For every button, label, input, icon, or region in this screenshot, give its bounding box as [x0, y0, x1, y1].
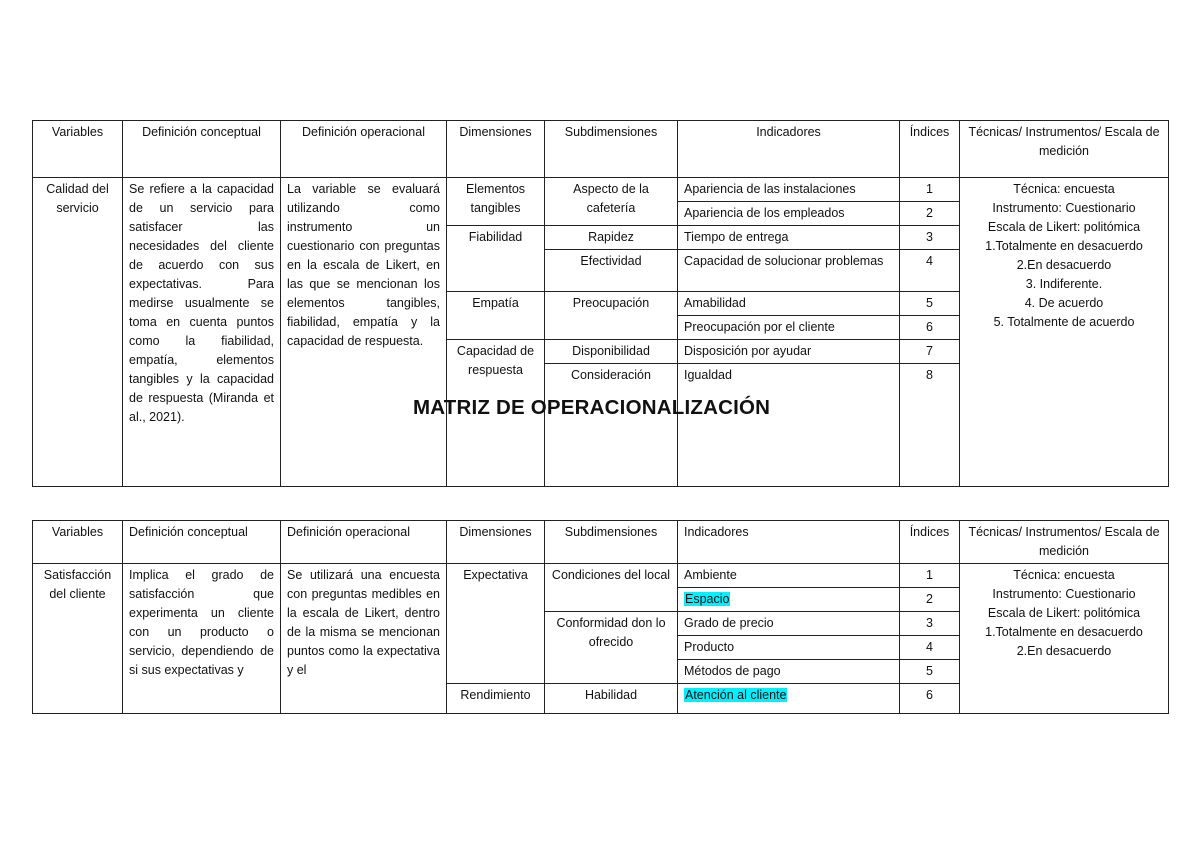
matrix-title: MATRIZ DE OPERACIONALIZACIÓN [413, 396, 771, 419]
subdimension-cell: Habilidad [545, 684, 678, 714]
index-cell: 8 [900, 364, 960, 487]
indicator-cell: Igualdad [678, 364, 900, 487]
indicator-cell [678, 588, 900, 612]
header-definicion-conceptual: Definición conceptual [123, 521, 281, 564]
index-cell: 5 [900, 292, 960, 316]
index-cell: 2 [900, 202, 960, 226]
indicator-cell: Preocupación por el cliente [678, 316, 900, 340]
indicator-cell: Tiempo de entrega [678, 226, 900, 250]
technique-line: 1.Totalmente en desacuerdo [985, 239, 1143, 253]
conceptual-definition-cell: Implica el grado de satisfacción que experimenta un cliente con un producto o servicio, dependiendo de si sus expectativas y [123, 564, 281, 714]
header-indices: Índices [900, 521, 960, 564]
header-definicion-operacional: Definición operacional [281, 521, 447, 564]
indicator-cell: Apariencia de los empleados [678, 202, 900, 226]
header-indicadores: Indicadores [678, 521, 900, 564]
table-row [33, 178, 1169, 202]
subdimension-cell: Rapidez [545, 226, 678, 250]
index-cell: 6 [900, 684, 960, 714]
technique-line: Escala de Likert: politómica [987, 606, 1141, 620]
header-tecnicas: Técnicas/ Instrumentos/ Escala de medición [960, 521, 1169, 564]
index-cell: 4 [900, 250, 960, 292]
dimension-cell: Fiabilidad [447, 226, 545, 292]
dimension-cell: Expectativa [447, 564, 545, 684]
header-subdimensiones: Subdimensiones [545, 521, 678, 564]
header-definicion-operacional: Definición operacional [281, 121, 447, 178]
subdimension-cell: Efectividad [545, 250, 678, 292]
index-cell: 1 [900, 564, 960, 588]
operational-definition-cell: La variable se evaluará utilizando como instrumento un cuestionario con preguntas en la escala de Likert, en las que se mencionan los elementos tangibles, fiabilidad, empatía y la capacidad de respuesta. [281, 178, 447, 487]
indicator-cell: Grado de precio [678, 612, 900, 636]
variable-cell: Satisfacción del cliente [33, 564, 123, 714]
index-cell: 4 [900, 636, 960, 660]
subdimension-cell: Aspecto de la cafetería [545, 178, 678, 226]
index-cell: 6 [900, 316, 960, 340]
dimension-cell: Capacidad de respuesta [447, 340, 545, 487]
indicator-cell [678, 684, 900, 714]
technique-line: Instrumento: Cuestionario [992, 587, 1136, 601]
table-header-row [33, 121, 1169, 178]
subdimension-cell: Conformidad don lo ofrecido [545, 612, 678, 684]
highlighted-indicator: Espacio [685, 592, 730, 606]
technique-line: 2.En desacuerdo [1016, 258, 1112, 272]
header-definicion-conceptual: Definición conceptual [123, 121, 281, 178]
technique-line: 1.Totalmente en desacuerdo [985, 625, 1143, 639]
header-dimensiones: Dimensiones [447, 121, 545, 178]
techniques-cell [960, 564, 1169, 714]
index-cell: 1 [900, 178, 960, 202]
technique-line: Escala de Likert: politómica [987, 220, 1141, 234]
subdimension-cell: Consideración [545, 364, 678, 487]
operational-definition-cell: Se utilizará una encuesta con preguntas medibles en la escala de Likert, dentro de la misma se mencionan puntos como la expectativa y el [281, 564, 447, 714]
index-cell: 5 [900, 660, 960, 684]
subdimension-cell: Condiciones del local [545, 564, 678, 612]
dimension-cell: Empatía [447, 292, 545, 340]
table-row [33, 564, 1169, 588]
indicator-cell: Métodos de pago [678, 660, 900, 684]
dimension-cell: Rendimiento [447, 684, 545, 714]
technique-line: 2.En desacuerdo [1016, 644, 1112, 658]
technique-line: 5. Totalmente de acuerdo [993, 315, 1135, 329]
technique-line: Técnica: encuesta [1013, 568, 1115, 582]
technique-line: 4. De acuerdo [1024, 296, 1104, 310]
highlighted-indicator: Atención al cliente [685, 688, 787, 702]
technique-line: Instrumento: Cuestionario [992, 201, 1136, 215]
indicator-cell: Capacidad de solucionar problemas [678, 250, 900, 292]
index-cell: 2 [900, 588, 960, 612]
indicator-cell: Disposición por ayudar [678, 340, 900, 364]
indicator-cell: Apariencia de las instalaciones [678, 178, 900, 202]
technique-line: 3. Indiferente. [1025, 277, 1103, 291]
variable-cell: Calidad del servicio [33, 178, 123, 487]
dimension-cell: Elementos tangibles [447, 178, 545, 226]
operationalization-table-2 [32, 520, 1169, 714]
operationalization-table-1 [32, 120, 1169, 487]
indicator-cell: Ambiente [678, 564, 900, 588]
indicator-cell: Amabilidad [678, 292, 900, 316]
header-dimensiones: Dimensiones [447, 521, 545, 564]
header-variables: Variables [33, 121, 123, 178]
subdimension-cell: Disponibilidad [545, 340, 678, 364]
subdimension-cell: Preocupación [545, 292, 678, 340]
header-indicadores: Indicadores [678, 121, 900, 178]
technique-line: Técnica: encuesta [1013, 182, 1115, 196]
index-cell: 7 [900, 340, 960, 364]
header-subdimensiones: Subdimensiones [545, 121, 678, 178]
index-cell: 3 [900, 226, 960, 250]
table-header-row [33, 521, 1169, 564]
techniques-cell [960, 178, 1169, 487]
header-indices: Índices [900, 121, 960, 178]
index-cell: 3 [900, 612, 960, 636]
indicator-cell: Producto [678, 636, 900, 660]
header-tecnicas: Técnicas/ Instrumentos/ Escala de medición [960, 121, 1169, 178]
conceptual-definition-cell: Se refiere a la capacidad de un servicio para satisfacer las necesidades del cliente de acuerdo con sus expectativas. Para medirse usualmente se toma en cuenta puntos como la fiabilidad, empatía, elementos tangibles y la capacidad de respuesta (Miranda et al., 2021). [123, 178, 281, 487]
header-variables: Variables [33, 521, 123, 564]
